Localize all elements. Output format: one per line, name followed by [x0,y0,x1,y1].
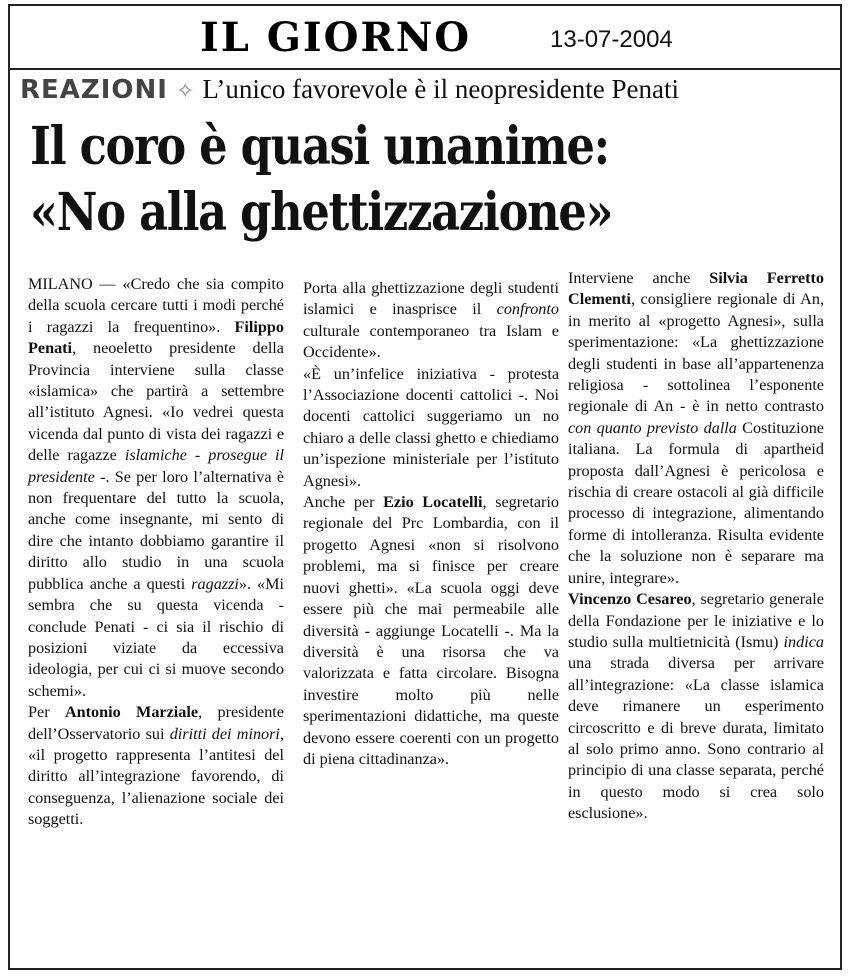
person-name: Silvia Ferretto Clementi [568,269,824,309]
paragraph: Per Antonio Marziale, presidente dell’Osservatorio sui diritti dei minori, «il progetto rappresenta l’antitesi del diritto all’integrazione favorendo, di conseguenza, l’alienazione sociale dei soggetti. [28,703,284,829]
person-name: Vincenzo Cesareo [568,590,692,609]
column-3 [568,268,824,825]
paragraph: MILANO — «Credo che sia compito della scuola cercare tutti i modi perché i ragazzi la frequentino». Filippo Penati, neoeletto presidente della Provincia interviene sulla classe «islamica» che partirà a settembre all’istituto Agnesi. «Io vedrei questa vicenda dal punto di vista dei ragazzi e delle ragazze islamiche - prosegue il presidente -. Se per loro l’alternativa è non frequentare del tutto la scuola, anche come insegnante, mi sento di dire che intanto dobbiamo garantire il diritto allo studio in una scuola pubblica anche a questi ragazzi». «Mi sembra che su questa vicenda - conclude Penati - ci sia il rischio di posizioni viziate da eccessiva ideologia, per cui ci si muove secondo schemi». [28,275,284,700]
headline-line-2: «No alla ghettizzazione» [30,182,613,243]
person-name: Ezio Locatelli [383,493,483,512]
paragraph: Interviene anche Silvia Ferretto Clementi, consigliere regionale di An, in merito al «progetto Agnesi», sulla sperimentazione: «La ghettizzazione degli studenti in base all’appartenenza religiosa - sottolinea l’esponente regionale di An - è in netto contrasto con quanto previsto dalla Costituzione italiana. La formula di apartheid proposta dall’Agnesi è pericolosa e rischia di creare ostacoli al già difficile processo di integrazione, alimentando forme di intolleranza. Risulta evidente che la soluzione non è separare ma unire, integrare». [568,269,824,587]
person-name: Filippo Penati [28,317,284,358]
headline-line-1: Il coro è quasi unanime: [30,116,609,177]
sparkle-icon: ✧ [175,79,195,104]
headline [30,114,709,246]
paragraph: Vincenzo Cesareo, segretario generale della Fondazione per le iniziative e lo studio sulla multietnicità (Ismu) indica una strada diversa per arrivare all’integrazione: «La classe islamica deve rimanere un esperimento circoscritto e di breve durata, limitato al solo primo anno. Sono contrario al principio di una classe separata, perché in questo modo si crea solo esclusione». [568,590,824,823]
paragraph: Anche per Ezio Locatelli, segretario regionale del Prc Lombardia, con il progetto Agnesi «non si risolvono problemi, ma si finisce per creare nuovi ghetti». «La scuola oggi deve essere più che mai permeabile alle diversità - aggiunge Locatelli -. Ma la diversità è una risorsa che va valorizzata e fatta circolare. Bisogna investire molto più nelle sperimentazioni didattiche, ma queste devono essere coerenti con un progetto di piena cittadinanza». [303,493,560,768]
person-name: Antonio Marziale [64,703,199,722]
kicker [20,74,679,105]
masthead [10,6,840,70]
column-1 [28,274,284,831]
publication-date: 13-07-2004 [550,26,673,53]
paragraph: «È un’infelice iniziativa - protesta l’Associazione docenti cattolici -. Noi docenti cattolici suggeriamo un no chiaro a delle classi ghetto e chiediamo un’ispezione ministeriale per l’istituto Agnesi». [303,364,559,490]
kicker-text: L’unico favorevole è il neopresidente Penati [202,74,679,104]
section-label: REAZIONI [20,75,168,105]
column-2 [303,278,559,770]
paragraph: Porta alla ghettizzazione degli studenti islamici e inasprisce il confronto culturale contemporaneo tra Islam e Occidente». [303,279,559,362]
article-body [28,269,828,954]
newspaper-title: IL GIORNO [200,14,472,61]
